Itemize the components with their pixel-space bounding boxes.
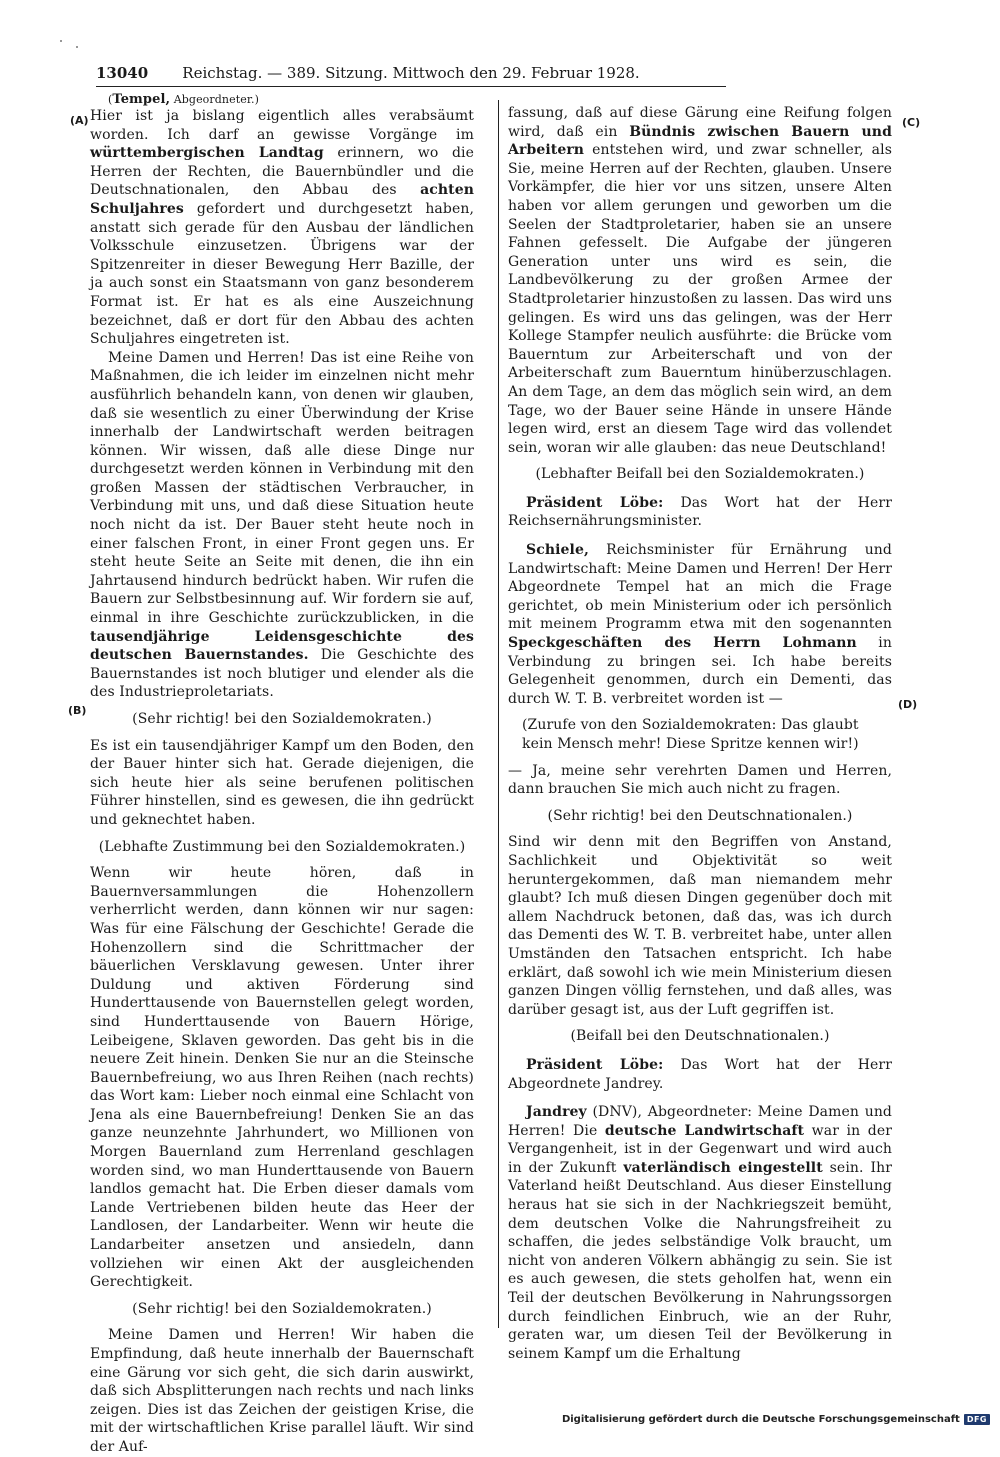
running-head-name: Tempel, — [112, 92, 171, 107]
interjection: (Sehr richtig! bei den Deutschnationalen.) — [547, 807, 853, 824]
paragraph: Präsident Löbe: Das Wort hat der Herr Abgeordnete Jandrey. — [508, 1056, 893, 1092]
margin-marker-c: (C) — [902, 116, 921, 129]
speaker-name: Schiele, — [526, 542, 589, 559]
paragraph: Hier ist ja bislang eigentlich alles verabsäumt worden. Ich darf an gewisse Vorgänge im württembergischen Landtag erinnern, wo die Herren der Rechten, die Bauernbündler und die Deutschnationalen, den Abbau des achten Schuljahres gefordert und durchgesetzt haben, anstatt sich gerade für den Ausbau der ländlichen Volksschule einzusetzen. Übrigens war der Spitzenreiter in dieser Bewegung Herr Bazille, der ja auch sonst ein Staatsmann von ganz besonderem Format ist. Er hat es als eine Auszeichnung bezeichnet, daß er dort für den Abbau des achten Schuljahres eingetreten ist. — [90, 108, 474, 348]
interjection: (Lebhafte Zustimmung bei den Sozialdemokraten.) — [98, 838, 466, 855]
digitization-credit — [562, 1414, 990, 1425]
scan-speck — [76, 46, 78, 48]
page-title: Reichstag. — 389. Sitzung. Mittwoch den 29. Februar 1928. — [182, 64, 640, 82]
paragraph: Schiele, Reichsminister für Ernährung und Landwirtschaft: Meine Damen und Herren! Der Herr Abgeordnete Tempel hat an mich die Frage gerichtet, ob mein Ministerium oder ich persönlich mit meinem Programm etwa mit den sogenannten Speckgeschäften des Herrn Lohmann in Verbindung zu bringen sei. Ich habe bereits Gelegenheit genommen, durch ein Dementi, das durch W. T. B. verbreitet worden ist — — [508, 542, 892, 707]
page-number: 13040 — [96, 64, 149, 82]
column-divider — [498, 100, 499, 1328]
interjection: (Zurufe von den Sozialdemokraten: Das glaubt kein Mensch mehr! Diese Spritze kennen wir!) — [522, 717, 859, 752]
paragraph: — Ja, meine sehr verehrten Damen und Herren, dann brauchen Sie mich auch nicht zu fragen. — [508, 762, 892, 798]
paragraph: Präsident Löbe: Das Wort hat der Herr Reichsernährungsminister. — [508, 494, 893, 530]
running-head-role: Abgeordneter. — [173, 93, 255, 106]
right-column — [508, 104, 892, 1363]
paragraph: Jandrey (DNV), Abgeordneter: Meine Damen und Herren! Die deutsche Landwirtschaft war in der Vergangenheit, ist in der Gegenwart und wird auch in der Zukunft vaterländisch eingestellt sein. Ihr Vaterland heißt Deutschland. Aus dieser Einstellung heraus hat sie sich in der Nachkriegszeit bemüht, dem deutschen Volke die Nahrungsfreiheit zu schaffen, die jedes selbständige Volk braucht, um nicht von anderen Völkern abhängig zu sein. Sie ist es auch gewesen, die stets geholfen hat, wenn ein Teil der deutschen Bevölkerung in Nahrungssorgen durch feindlichen Einbruch, wie an der Ruhr, geraten war, um diesen Teil der Bevölkerung in seinem Kampf um die Erhaltung — [508, 1104, 892, 1362]
paragraph: Es ist ein tausendjähriger Kampf um den Boden, den der Bauer hinter sich hat. Gerade diejenigen, die sich heute hier als seine berufenen politischen Führer hinstellen, sind es gewesen, die ihn gedrückt und geknechtet haben. — [90, 737, 474, 828]
margin-marker-d: (D) — [898, 698, 918, 711]
paragraph: fassung, daß auf diese Gärung eine Reifung folgen wird, daß ein Bündnis zwischen Bauern und Arbeitern entstehen wird, und zwar schneller, als Sie, meine Herren auf der Rechten, glauben. Unsere Vorkämpfer, die hier vor uns sitzen, unsere Alten haben vor allem gerungen und geworben um die Seelen der Stadtproletarier, haben sie an unsere Fahnen gefesselt. Die Aufgabe der jüngeren Generation unter uns wird es sein, die Landbevölkerung zu der großen Armee der Stadtproletarier hinzustoßen zu lassen. Das wird uns gelingen. Es wird uns das gelingen, was der Herr Kollege Stampfer neulich ausführte: die Brücke vom Bauerntum zur Arbeiterschaft und von der Arbeiterschaft zum Bauerntum hinüberzuschlagen. An dem Tage, an dem das möglich sein wird, an dem Tage, wo der Bauer seine Hände in unsere Hände legen wird, erst an diesem Tage wird das vollendet sein, woran wir alle glauben: das neue Deutschland! — [508, 105, 892, 456]
paragraph: Meine Damen und Herren! Das ist eine Reihe von Maßnahmen, die ich leider im einzelnen nicht mehr ausführlich behandeln kann, von denen wir glauben, daß sie wesentlich zu einer Überwindung der Krise innerhalb der Landwirtschaft werden beitragen können. Wir wissen, daß alle diese Dinge nur durchgesetzt werden können in Verbindung mit den großen Massen der städtischen Verbraucher, in Verbindung mit uns, und daß diese Situation heute noch nicht da ist. Der Bauer steht heute noch in einer falschen Front, in einer Front gegen uns. Er steht heute Seite an Seite mit denen, die ihn ein Jahrtausend hindurch bedrückt haben. Wir rufen die Bauern zur Selbstbesinnung auf. Wir fordern sie auf, einmal in ihre Geschichte zurückzublicken, in die tausendjährige Leidensgeschichte des deutschen Bauernstandes. Die Geschichte des Bauernstandes ist noch blutiger und elender als die des Industrieproletariats. — [90, 349, 474, 701]
margin-marker-a: (A) — [70, 114, 89, 127]
left-column — [90, 93, 474, 1457]
paragraph: Meine Damen und Herren! Wir haben die Empfindung, daß heute innerhalb der Bauernschaft eine Gärung vor sich geht, die sich darin auswirkt, daß sich Absplitterungen nach rechts und nach links zeigen. Dies ist das Zeichen der geistigen Krise, die mit der wirtschaftlichen Krise parallel läuft. Wir sind der Auf- — [90, 1327, 474, 1455]
interjection: (Sehr richtig! bei den Sozialdemokraten.) — [132, 711, 432, 727]
paragraph: Sind wir denn mit den Begriffen von Anstand, Sachlichkeit und Objektivität so weit heruntergekommen, daß man niemandem mehr glaubt? Ich muß diesen Dingen gegenüber doch mit allem Nachdruck betonen, daß das, was ich durch das Dementi des W. T. B. verbreitet habe, unter allen Umständen den Tatsachen entspricht. Ich habe erklärt, daß sowohl ich wie mein Ministerium diesen ganzen Dingen völlig fernstehen, und daß alles, was darüber gesagt ist, aus der Luft gegriffen ist. — [508, 834, 892, 1018]
interjection: (Lebhafter Beifall bei den Sozialdemokraten.) — [535, 466, 865, 483]
running-head: (Tempel, Abgeordneter.) — [108, 92, 259, 107]
page-header — [96, 62, 726, 87]
credit-text: Digitalisierung gefördert durch die Deutsche Forschungsgemeinschaft — [561, 1414, 960, 1425]
scan-speck — [60, 40, 62, 42]
paragraph: Wenn wir heute hören, daß in Bauernversammlungen die Hohenzollern verherrlicht werden, dann können wir nur sagen: Was für eine Fälschung der Geschichte! Gerade die Hohenzollern sind die Schrittmacher der bäuerlichen Versklavung gewesen. Unter ihrer Duldung und aktiven Förderung sind Hunderttausende von Bauernstellen gelegt worden, sind Hunderttausende von Bauern Hörige, Leibeigene, Sklaven geworden. Das geht bis in die neuere Zeit hinein. Denken Sie nur an die Steinsche Bauernbefreiung, wo aus Ihren Reihen (nach rechts) das Wort kam: Lieber noch einmal eine Schlacht von Jena als eine Bauernbefreiung! Denken Sie an das ganze neunzehnte Jahrhundert, wo Millionen von Morgen Bauernland zum Herrenland geschlagen worden sind, wo man Hunderttausende von Bauern landlos gemacht hat. Die Erben dieser damals vom Lande Vertriebenen bilden heute das Heer der Landlosen, der Landarbeiter. Wenn wir heute die Landarbeiter ansetzen und ansiedeln, dann vollziehen wir einen Akt der ausgleichenden Gerechtigkeit. — [90, 865, 474, 1291]
speaker-name: Präsident Löbe: — [526, 1056, 664, 1073]
dfg-logo: DFG — [964, 1414, 990, 1425]
interjection: (Beifall bei den Deutschnationalen.) — [570, 1028, 830, 1045]
interjection: (Sehr richtig! bei den Sozialdemokraten.) — [132, 1300, 432, 1317]
margin-marker-b: (B) — [68, 704, 87, 717]
speaker-name: Jandrey — [526, 1104, 587, 1121]
speaker-name: Präsident Löbe: — [526, 494, 664, 511]
